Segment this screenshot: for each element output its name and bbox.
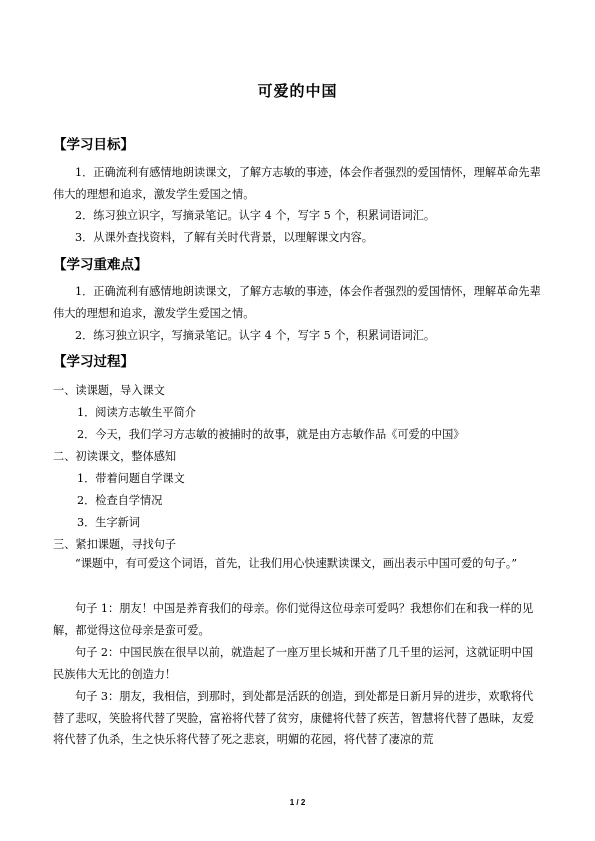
page-title: 可爱的中国 [257, 82, 338, 100]
step-item: 1．带着问题自学课文 [77, 472, 185, 485]
step-heading: 三、紧扣课题，寻找句子 [53, 538, 177, 551]
body-paragraph: 句子 1：朋友！中国是养育我们的母亲。你们觉得这位母亲可爱吗？我想你们在和我一样的见解，都觉得这位母亲是蛮可爱。 [53, 602, 534, 637]
page-number: 1 / 2 [289, 798, 306, 807]
step-item: 2．检查自学情况 [77, 494, 163, 507]
step-item: 3．生字新词 [77, 516, 141, 529]
key-point-item: 2．练习独立识字，写摘录笔记。认字 4 个，写字 5 个，积累词语词汇。 [75, 329, 436, 342]
body-paragraph: 句子 3：朋友，我相信，到那时，到处都是活跃的创造，到处都是日新月异的进步，欢歌将代替了悲叹，笑脸将代替了哭脸，富裕将代替了贫穷，康健将代替了疾苦，智慧将代替了愚昧，友爱将代替了仇杀，生之快乐将代替了死之悲哀，明媚的花园，将代替了凄凉的荒 [53, 690, 535, 746]
objective-item: 1．正确流利有感情地朗读课文，了解方志敏的事迹，体会作者强烈的爱国情怀，理解革命先辈伟大的理想和追求，激发学生爱国之情。 [53, 166, 541, 201]
step-heading: 二、初读课文，整体感知 [53, 450, 177, 463]
body-paragraph: 句子 2：中国民族在很早以前，就造起了一座万里长城和开凿了几千里的运河，这就证明中国民族伟大无比的创造力！ [53, 646, 534, 681]
key-points-heading: 【学习重难点】 [53, 257, 148, 273]
step-item: 1．阅读方志敏生平简介 [77, 406, 196, 419]
objective-item: 3．从课外查找资料，了解有关时代背景，以理解课文内容。 [75, 231, 373, 244]
step-item: 2．今天，我们学习方志敏的被捕时的故事，就是由方志敏作品《可爱的中国》 [77, 428, 465, 441]
key-point-item: 1．正确流利有感情地朗读课文，了解方志敏的事迹，体会作者强烈的爱国情怀，理解革命先辈伟大的理想和追求，激发学生爱国之情。 [53, 285, 541, 320]
body-paragraph: “课题中，有可爱这个词语，首先，让我们用心快速默读课文，画出表示中国可爱的句子。” [75, 557, 518, 570]
step-heading: 一、读课题，导入课文 [53, 384, 165, 397]
objective-item: 2．练习独立识字，写摘录笔记。认字 4 个，写字 5 个，积累词语词汇。 [75, 209, 436, 222]
process-heading: 【学习过程】 [53, 354, 134, 370]
objectives-heading: 【学习目标】 [53, 137, 134, 153]
